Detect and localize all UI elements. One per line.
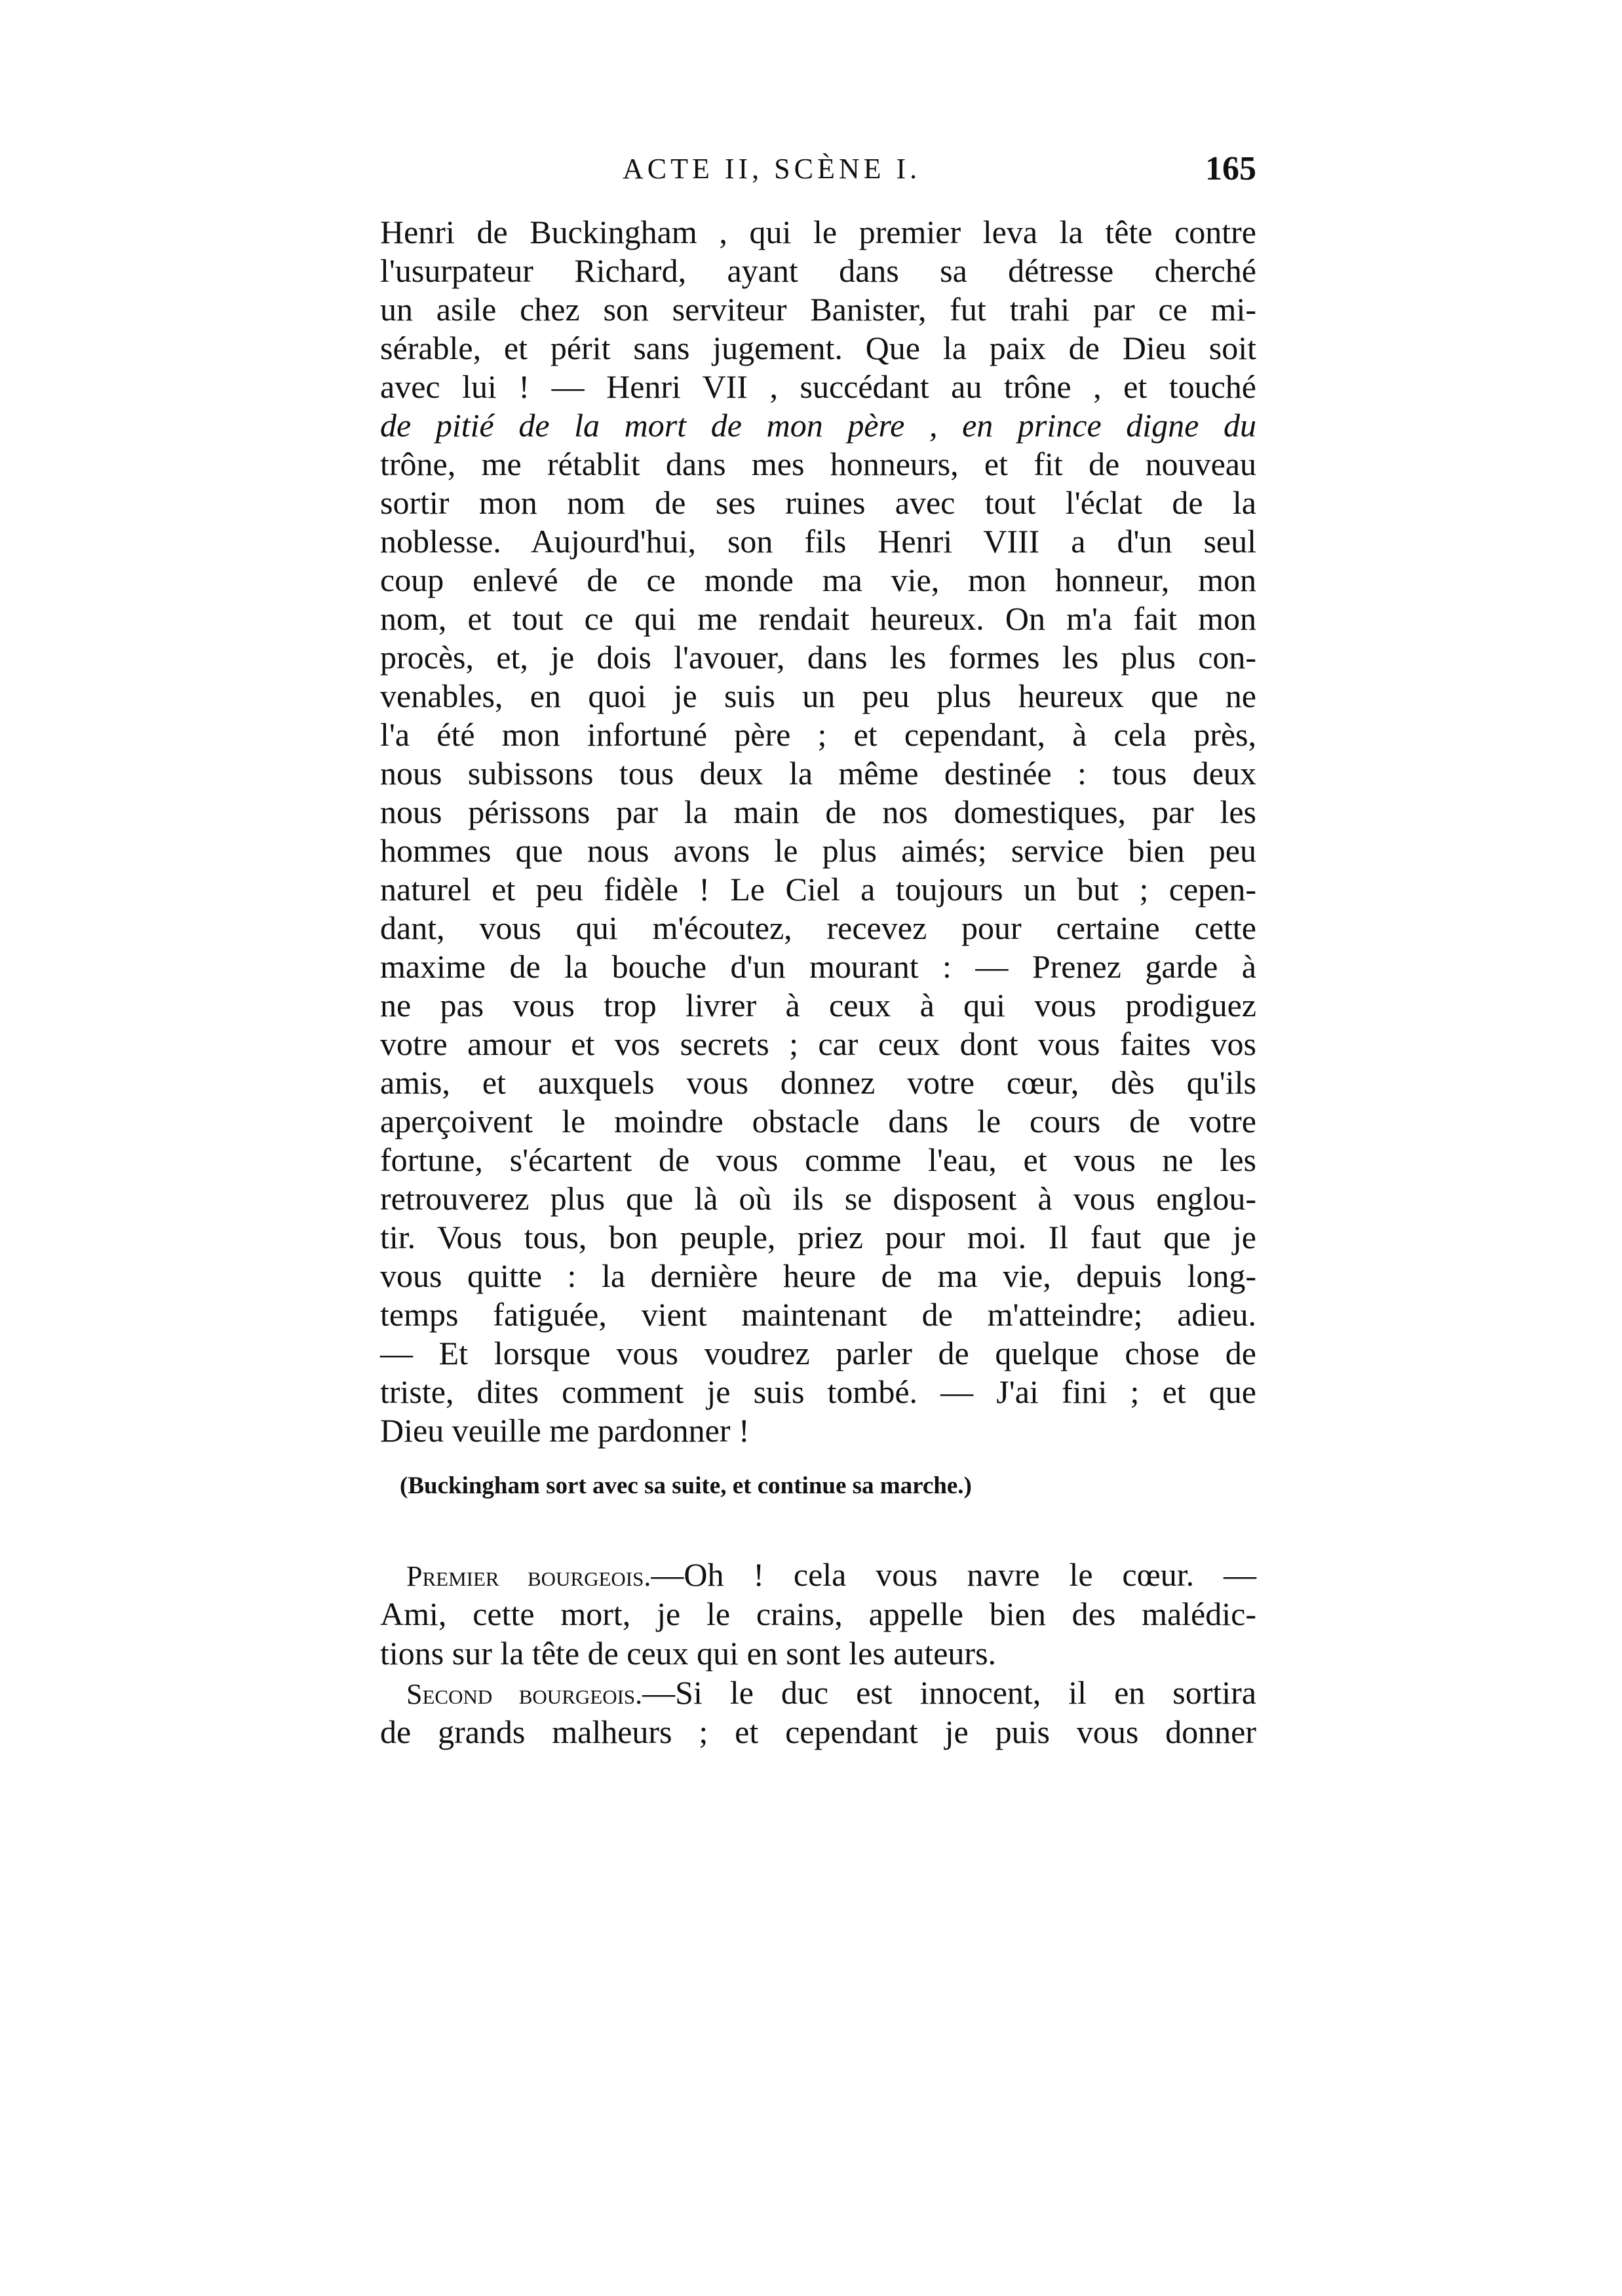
text-line: vous quitte : la dernière heure de ma vie, depuis long- [380,1257,1256,1294]
running-header [380,152,1256,191]
text-line: nous périssons par la main de nos domestiques, par les [380,794,1256,830]
text-line: Dieu veuille me pardonner ! [380,1412,750,1449]
text-line: Henri de Buckingham , qui le premier leva la tête contre [380,214,1256,250]
text-line: trône, me rétablit dans mes honneurs, et fit de nouveau [380,446,1256,482]
text-line: sortir mon nom de ses ruines avec tout l'éclat de la [380,484,1256,521]
text-line: l'usurpateur Richard, ayant dans sa détresse cherché [380,252,1256,289]
text-line: de pitié de la mort de mon père , en prince digne du [380,407,1256,444]
text-line: coup enlevé de ce monde ma vie, mon honneur, mon [380,562,1256,598]
speech-second-bourgeois [380,1673,1256,1751]
speech-line: tions sur la tête de ceux qui en sont les auteurs. [380,1635,997,1672]
text-line: amis, et auxquels vous donnez votre cœur, dès qu'ils [380,1064,1256,1101]
speech-body [380,213,1256,1450]
text-line: aperçoivent le moindre obstacle dans le cours de votre [380,1103,1256,1139]
text-line: avec lui ! — Henri VII , succédant au trône , et touché [380,368,1256,405]
text-line: triste, dites comment je suis tombé. — J'ai fini ; et que [380,1373,1256,1410]
text-line: l'a été mon infortuné père ; et cependant, à cela près, [380,716,1256,753]
text-line: maxime de la bouche d'un mourant : — Prenez garde à [380,948,1256,985]
speaker-name: Second bourgeois. [406,1678,643,1710]
text-line: dant, vous qui m'écoutez, recevez pour certaine cette [380,909,1256,946]
speech-text: —Oh ! cela vous navre le cœur. — [651,1556,1256,1593]
text-line: tir. Vous tous, bon peuple, priez pour moi. Il faut que je [380,1219,1256,1255]
text-line: noblesse. Aujourd'hui, son fils Henri VIII a d'un seul [380,523,1256,560]
text-line: nom, et tout ce qui me rendait heureux. On m'a fait mon [380,600,1256,637]
text-line: sérable, et périt sans jugement. Que la paix de Dieu soit [380,330,1256,366]
speech-text: —Si le duc est innocent, il en sortira [642,1674,1256,1711]
text-line: naturel et peu fidèle ! Le Ciel a toujours un but ; cepen- [380,871,1256,908]
text-line: ne pas vous trop livrer à ceux à qui vous prodiguez [380,987,1256,1024]
speaker-name: Premier bourgeois. [406,1560,651,1592]
text-line: un asile chez son serviteur Banister, fut trahi par ce mi- [380,291,1256,328]
speech-premier-bourgeois [380,1555,1256,1673]
stage-direction: (Buckingham sort avec sa suite, et continue sa marche.) [400,1472,972,1499]
text-line: votre amour et vos secrets ; car ceux dont vous faites vos [380,1025,1256,1062]
running-title: ACTE II, SCÈNE I. [623,153,921,185]
speech-line: de grands malheurs ; et cependant je puis vous donner [380,1713,1256,1750]
text-line: temps fatiguée, vient maintenant de m'atteindre; adieu. [380,1296,1256,1333]
text-line: retrouverez plus que là où ils se disposent à vous englou- [380,1180,1256,1217]
text-line: nous subissons tous deux la même destinée : tous deux [380,755,1256,792]
text-line: fortune, s'écartent de vous comme l'eau, et vous ne les [380,1141,1256,1178]
text-line: procès, et, je dois l'avouer, dans les formes les plus con- [380,639,1256,676]
text-line: venables, en quoi je suis un peu plus heureux que ne [380,678,1256,714]
text-line: hommes que nous avons le plus aimés; service bien peu [380,832,1256,869]
page-number: 165 [1205,150,1256,187]
text-line: — Et lorsque vous voudrez parler de quelque chose de [380,1335,1256,1371]
speech-line: Ami, cette mort, je le crains, appelle bien des malédic- [380,1596,1256,1632]
